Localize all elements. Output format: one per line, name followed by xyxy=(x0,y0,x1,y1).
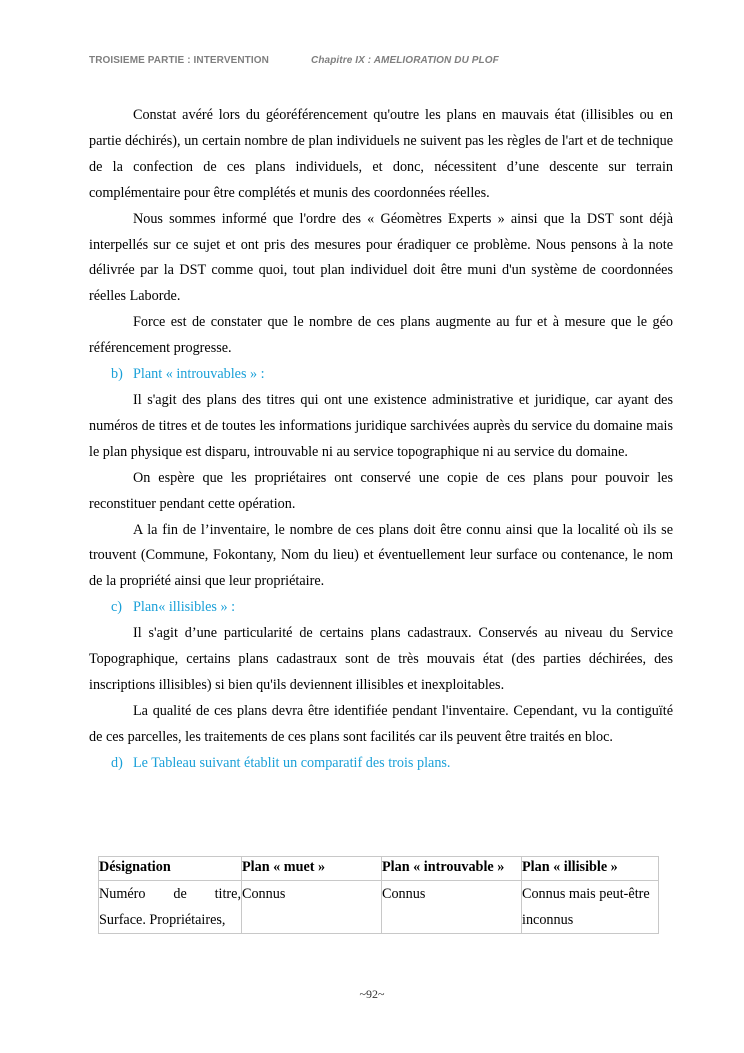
section-heading-b xyxy=(89,362,673,388)
heading-text: Le Tableau suivant établit un comparatif des trois plans. xyxy=(133,754,451,771)
table-cell: Connus xyxy=(242,881,382,934)
header-part: TROISIEME PARTIE : INTERVENTION xyxy=(89,55,269,66)
paragraph: La qualité de ces plans devra être identifiée pendant l'inventaire. Cependant, vu la contiguïté de ces parcelles, les traitements de ces plans sont facilités car ils peuvent être traités en bloc. xyxy=(89,702,673,745)
paragraph: Force est de constater que le nombre de ces plans augmente au fur et à mesure que le géo référencement progresse. xyxy=(89,314,673,357)
paragraph: Nous sommes informé que l'ordre des « Géomètres Experts » ainsi que la DST sont déjà interpellés sur ce sujet et ont pris des mesures pour éradiquer ce problème. Nous pensons à la note délivrée par la DST comme quoi, tout plan individuel doit être muni d'un système de coordonnées réelles Laborde. xyxy=(89,210,673,305)
table-row xyxy=(99,881,659,934)
paragraph: Il s'agit des plans des titres qui ont une existence administrative et juridique, car ayant des numéros de titres et de toutes les informations juridique sarchivées auprès du service du domaine mais le plan physique est disparu, introuvable ni au service topographique ni au service du domaine. xyxy=(89,391,673,460)
table-header-cell: Plan « introuvable » xyxy=(382,857,522,881)
paragraph: A la fin de l’inventaire, le nombre de ces plans doit être connu ainsi que la localité où ils se trouvent (Commune, Fokontany, Nom du lieu) et éventuellement leur surface ou contenance, le nom de la propriété ainsi que leur propriétaire. xyxy=(89,521,673,590)
heading-label: b) xyxy=(111,366,123,383)
heading-label: c) xyxy=(111,599,123,616)
table-cell: Numéro de titre, Surface. Propriétaires, xyxy=(99,881,242,934)
table-header-row xyxy=(99,857,659,881)
heading-text: Plant « introuvables » : xyxy=(133,366,265,383)
page-body xyxy=(89,103,673,796)
section-heading-d xyxy=(89,751,673,777)
paragraph: Il s'agit d’une particularité de certains plans cadastraux. Conservés au niveau du Service Topographique, certains plans cadastraux sont de très mouvais état (des parties déchirées, des inscriptions illisibles) si bien qu'ils deviennent illisibles et inexploitables. xyxy=(89,625,673,693)
table-header-cell: Désignation xyxy=(99,857,242,881)
table-header-cell: Plan « muet » xyxy=(242,857,382,881)
table-cell: Connus xyxy=(382,881,522,934)
comparison-table xyxy=(98,856,659,934)
header-chapter: Chapitre IX : AMELIORATION DU PLOF xyxy=(311,55,499,66)
table-header-cell: Plan « illisible » xyxy=(522,857,659,881)
page-number: ~92~ xyxy=(359,987,385,1001)
paragraph: On espère que les propriétaires ont conservé une copie de ces plans pour pouvoir les reconstituer pendant cette opération. xyxy=(89,469,673,512)
table-cell: Connus mais peut-être inconnus xyxy=(522,881,659,934)
section-heading-c xyxy=(89,595,673,621)
running-header xyxy=(89,55,499,66)
heading-label: d) xyxy=(111,754,123,771)
heading-text: Plan« illisibles » : xyxy=(133,599,236,616)
paragraph: Constat avéré lors du géoréférencement qu'outre les plans en mauvais état (illisibles ou en partie déchirés), un certain nombre de plan individuels ne suivent pas les règles de l'art et de technique de la confection de ces plans individuels, et donc, nécessitent d’une descente sur terrain complémentaire pour être complétés et munis des coordonnées réelles. xyxy=(89,107,673,201)
